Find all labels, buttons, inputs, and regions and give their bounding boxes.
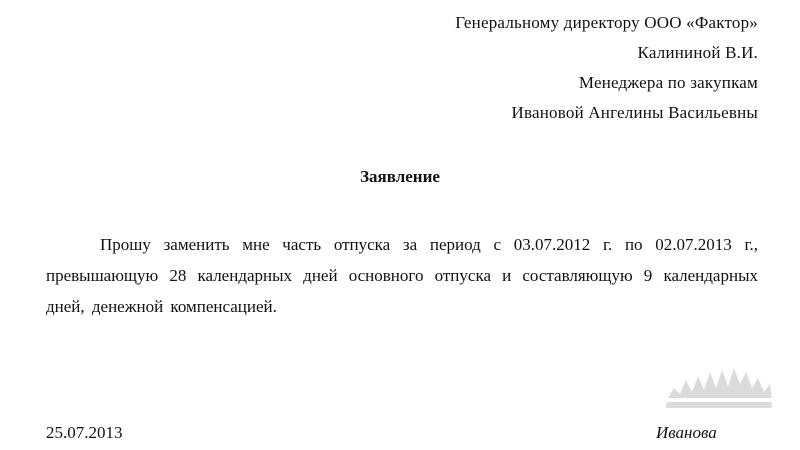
addressee-block: [455, 8, 758, 128]
document-title: Заявление: [360, 167, 440, 186]
watermark-logo: [660, 358, 778, 416]
addressee-line-director: Генеральному директору ООО «Фактор»: [455, 13, 758, 32]
document-body: Прошу заменить мне часть отпуска за период с 03.07.2012 г. по 02.07.2013 г., превышающую 28 календарных дней основного отпуска и составляющую 9 календарных дней, денежной компенсацией.: [46, 235, 758, 316]
addressee-line-director-name: Калининой В.И.: [637, 43, 758, 62]
document-date: 25.07.2013: [46, 423, 123, 442]
addressee-line-position: Менеджера по закупкам: [578, 73, 758, 92]
addressee-line-applicant-name: Ивановой Ангелины Васильевны: [511, 103, 758, 122]
signature: Иванова: [656, 423, 717, 442]
